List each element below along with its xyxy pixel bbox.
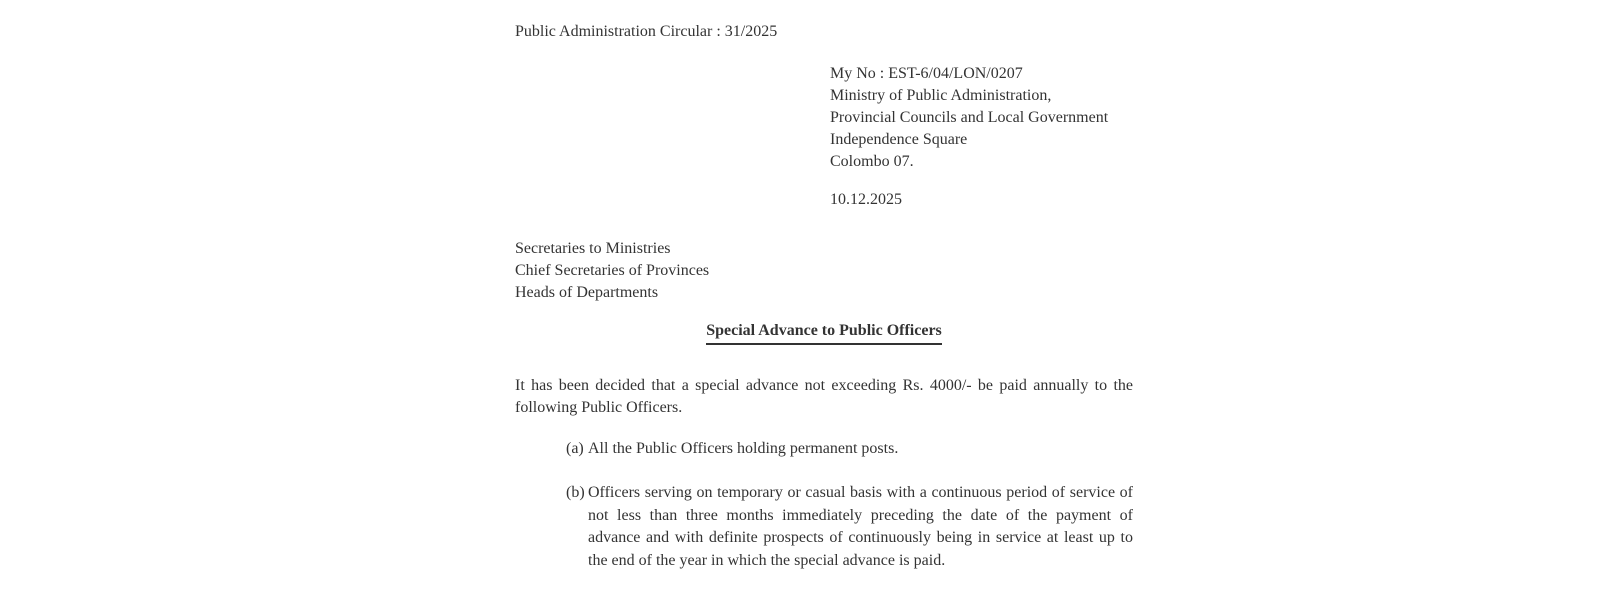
document-title: Special Advance to Public Officers bbox=[706, 320, 942, 345]
sender-address-line: Independence Square bbox=[830, 131, 968, 148]
sender-address-line: Provincial Councils and Local Government bbox=[830, 109, 1109, 126]
recipient-line: Secretaries to Ministries bbox=[515, 240, 671, 257]
recipient-line: Chief Secretaries of Provinces bbox=[515, 262, 710, 279]
intro-paragraph: It has been decided that a special advance not exceeding Rs. 4000/- be paid annually to the following Public Officers. bbox=[515, 377, 1133, 416]
list-item-marker: (a) bbox=[566, 440, 584, 457]
list-item-b bbox=[566, 482, 1133, 572]
recipients-block bbox=[515, 238, 1133, 304]
document-title-wrap bbox=[515, 320, 1133, 345]
circular-document-page bbox=[515, 0, 1133, 572]
recipient-line: Heads of Departments bbox=[515, 284, 659, 301]
sender-address-line: Colombo 07. bbox=[830, 153, 914, 170]
list-item-text: Officers serving on temporary or casual basis with a continuous period of service of not less than three months immediately preceding the date of the payment of advance and with definite prospects of continuously being in service at least up to the end of the year in which the special advance is paid. bbox=[588, 484, 1133, 569]
date-line: 10.12.2025 bbox=[830, 191, 902, 208]
circular-number-line: Public Administration Circular : 31/2025 bbox=[515, 23, 778, 40]
sender-address-block bbox=[830, 63, 1133, 173]
list-item-a bbox=[566, 438, 1133, 460]
my-no-line: My No : EST-6/04/LON/0207 bbox=[830, 65, 1023, 82]
sender-address-line: Ministry of Public Administration, bbox=[830, 87, 1052, 104]
list-item-text: All the Public Officers holding permanent posts. bbox=[588, 440, 899, 457]
list-item-marker: (b) bbox=[566, 484, 585, 501]
